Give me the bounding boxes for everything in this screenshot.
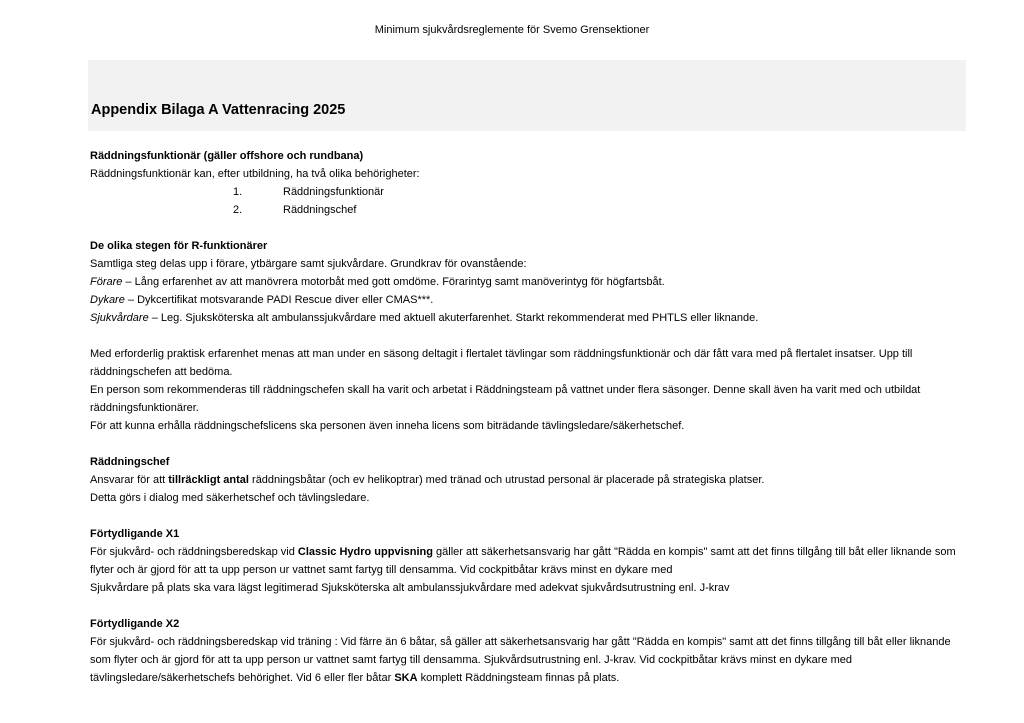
emphasis: Classic Hydro uppvisning bbox=[297, 546, 433, 558]
list-item bbox=[90, 201, 965, 219]
role-line-diver bbox=[90, 291, 965, 309]
text-run: För sjukvård- och räddningsberedskap vid bbox=[90, 546, 298, 558]
text-run: Ansvarar för att bbox=[90, 474, 169, 486]
document-body bbox=[90, 147, 965, 687]
text-run: För sjukvård- och räddningsberedskap vid träning : Vid färre än 6 båtar, så gäller att säkerhetsansvarig har gått "Rädda en kompis" samt att det finns tillgång till båt eller liknande som flyter och är gjord för att ta upp person ur vattnet samt fartyg till densamma. Sjukvårdsutrustning enl. J-krav. Vid cockpitbåtar krävs minst en dykare med tävlingsledare/säkerhetschefs behörighet. Vid 6 eller fler båtar bbox=[90, 636, 951, 684]
list-item bbox=[90, 183, 965, 201]
appendix-title: Appendix Bilaga A Vattenracing 2025 bbox=[91, 102, 346, 118]
section-heading-steps: De olika stegen för R-funktionärer bbox=[90, 240, 268, 252]
role-name: Förare bbox=[90, 276, 123, 288]
role-name: Dykare bbox=[90, 294, 125, 306]
x1-paragraph-2: Sjukvårdare på plats ska vara lägst legitimerad Sjuksköterska alt ambulanssjukvårdare med adekvat sjukvårdsutrustning enl. J-krav bbox=[90, 582, 730, 594]
section-heading-x1: Förtydligande X1 bbox=[90, 528, 180, 540]
role-description: – Lång erfarenhet av att manövrera motorbåt med gott omdöme. Förarintyg samt manöverintyg för högfartsbåt. bbox=[122, 276, 665, 288]
list-item-label: Räddningsfunktionär bbox=[283, 186, 384, 198]
experience-paragraph-3: För att kunna erhålla räddningschefslicens ska personen även inneha licens som biträdande tävlingsledare/säkerhetschef. bbox=[90, 420, 685, 432]
text-run: gäller att säkerhetsansvarig har gått "Rädda en kompis" samt att det finns tillgång till båt eller liknande som flyter och är gjord för att ta upp person ur vattnet samt fartyg till densamma. Vid cockpitbåtar krävs minst en dykare med bbox=[90, 546, 956, 576]
chief-line-1 bbox=[90, 471, 965, 489]
section-heading-chief: Räddningschef bbox=[90, 456, 170, 468]
emphasis: tillräckligt antal bbox=[168, 474, 249, 486]
experience-paragraph-2: En person som rekommenderas till räddningschefen skall ha varit och arbetat i Räddningsteam på vattnet under flera säsonger. Denne skall även ha varit med och utbildat räddningsfunktionärer. bbox=[90, 384, 921, 414]
list-item-number: 1. bbox=[233, 186, 243, 198]
experience-paragraph-1: Med erforderlig praktisk erfarenhet menas att man under en säsong deltagit i flertalet tävlingar som räddningsfunktionär och där fått vara med på flertalet insatser. Upp till räddningschefen att bedöma. bbox=[90, 348, 913, 378]
functionary-intro: Räddningsfunktionär kan, efter utbildning, ha två olika behörigheter: bbox=[90, 168, 420, 180]
emphasis: SKA bbox=[394, 672, 418, 684]
running-header: Minimum sjukvårdsreglemente för Svemo Grensektioner bbox=[374, 24, 650, 36]
x1-paragraph bbox=[90, 543, 965, 579]
chief-line-2: Detta görs i dialog med säkerhetschef och tävlingsledare. bbox=[90, 492, 370, 504]
list-item-label: Räddningschef bbox=[283, 204, 357, 216]
role-name: Sjukvårdare bbox=[90, 312, 149, 324]
role-description: – Dykcertifikat motsvarande PADI Rescue diver eller CMAS***. bbox=[124, 294, 434, 306]
role-description: – Leg. Sjuksköterska alt ambulanssjukvårdare med aktuell akuterfarenhet. Starkt rekommenderat med PHTLS eller liknande. bbox=[148, 312, 759, 324]
role-line-medic bbox=[90, 309, 965, 327]
section-heading-functionary: Räddningsfunktionär (gäller offshore och rundbana) bbox=[90, 150, 364, 162]
x2-paragraph bbox=[90, 633, 965, 687]
text-run: räddningsbåtar (och ev helikoptrar) med tränad och utrustad personal är placerade på strategiska platser. bbox=[248, 474, 765, 486]
text-run: komplett Räddningsteam finnas på plats. bbox=[417, 672, 620, 684]
appendix-title-band bbox=[88, 60, 966, 131]
role-line-driver bbox=[90, 273, 965, 291]
steps-intro: Samtliga steg delas upp i förare, ytbärgare samt sjukvårdare. Grundkrav för ovanstående: bbox=[90, 258, 527, 270]
list-item-number: 2. bbox=[233, 204, 243, 216]
section-heading-x2: Förtydligande X2 bbox=[90, 618, 180, 630]
